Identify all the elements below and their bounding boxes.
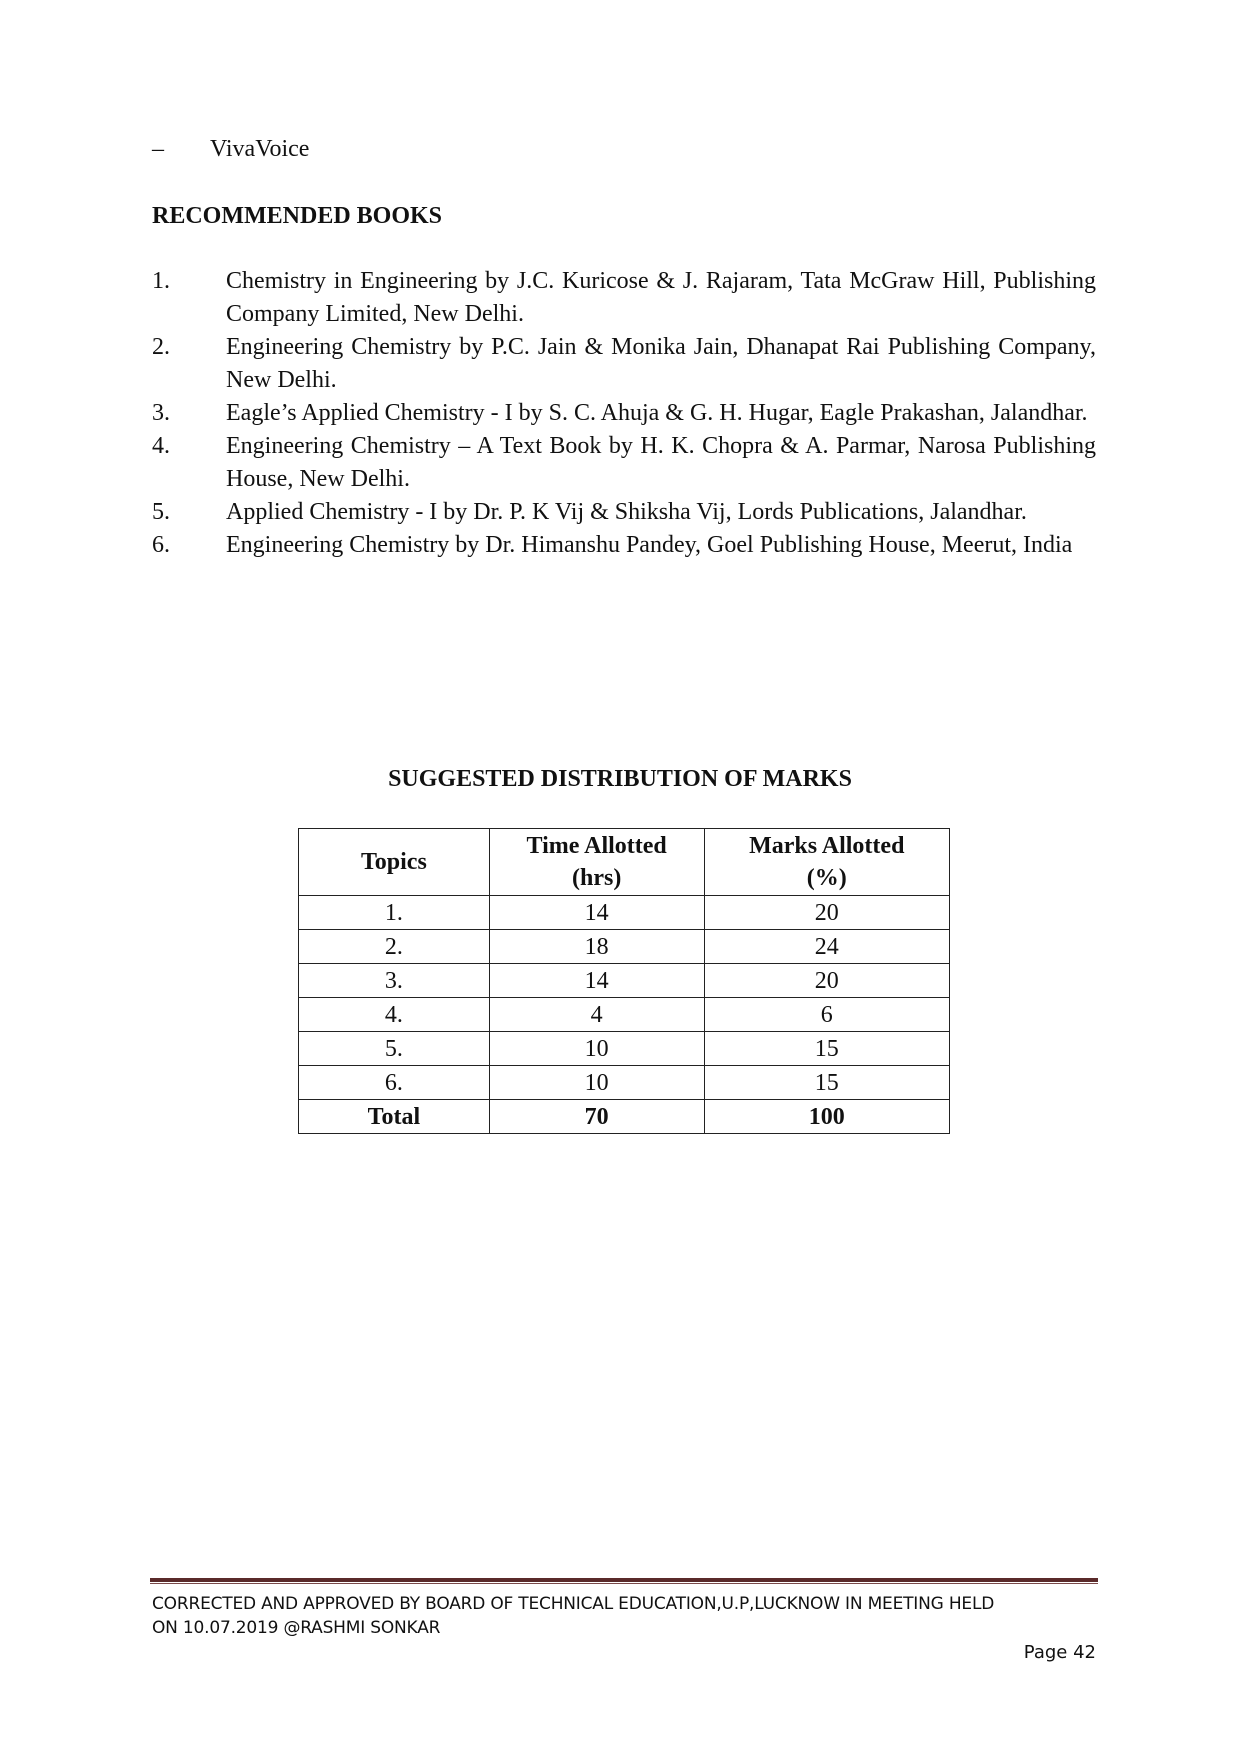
header-marks-line1: Marks Allotted [749, 833, 905, 859]
header-time-line2: (hrs) [572, 865, 622, 891]
marks-distribution-table [298, 828, 950, 1134]
table-row [299, 964, 950, 998]
book-text: Chemistry in Engineering by J.C. Kuricose & J. Rajaram, Tata McGraw Hill, Publishing Company Limited, New Delhi. [226, 268, 1096, 327]
book-text: Engineering Chemistry by Dr. Himanshu Pandey, Goel Publishing House, Meerut, India [226, 532, 1073, 558]
time-cell: 14 [489, 964, 704, 998]
table-row [299, 1032, 950, 1066]
book-item-4 [152, 430, 1096, 496]
book-number: 2. [152, 334, 170, 360]
book-item-2 [152, 331, 1096, 397]
time-cell: 10 [489, 1066, 704, 1100]
footer-approval-note [152, 1592, 1096, 1640]
total-marks-cell: 100 [704, 1100, 949, 1134]
time-cell: 18 [489, 930, 704, 964]
recommended-books-heading: RECOMMENDED BOOKS [152, 203, 443, 229]
page-number: Page 42 [1023, 1642, 1096, 1663]
book-number: 6. [152, 532, 170, 558]
time-cell: 14 [489, 896, 704, 930]
table-row [299, 930, 950, 964]
book-item-6 [152, 529, 1096, 562]
book-item-5 [152, 496, 1096, 529]
marks-cell: 15 [704, 1032, 949, 1066]
topic-cell: 4. [299, 998, 490, 1032]
book-number: 3. [152, 400, 170, 426]
header-topics: Topics [299, 829, 490, 896]
book-number: 4. [152, 433, 170, 459]
header-time-line1: Time Allotted [526, 833, 667, 859]
total-label-cell: Total [299, 1100, 490, 1134]
topic-cell: 2. [299, 930, 490, 964]
topic-cell: 1. [299, 896, 490, 930]
recommended-books-list [152, 265, 1096, 562]
marks-cell: 20 [704, 964, 949, 998]
book-text: Engineering Chemistry – A Text Book by H. K. Chopra & A. Parmar, Narosa Publishing House, New Delhi. [226, 433, 1096, 492]
book-text: Engineering Chemistry by P.C. Jain & Monika Jain, Dhanapat Rai Publishing Company, New Delhi. [226, 334, 1096, 393]
book-number: 1. [152, 268, 170, 294]
book-item-3 [152, 397, 1096, 430]
header-marks-allotted [704, 829, 949, 896]
footer-line-1: CORRECTED AND APPROVED BY BOARD OF TECHNICAL EDUCATION,U.P,LUCKNOW IN MEETING HELD [152, 1594, 995, 1614]
marks-cell: 15 [704, 1066, 949, 1100]
footer-divider [150, 1578, 1098, 1584]
table-header-row [299, 829, 950, 896]
table-row [299, 998, 950, 1032]
time-cell: 4 [489, 998, 704, 1032]
book-text: Applied Chemistry - I by Dr. P. K Vij & Shiksha Vij, Lords Publications, Jalandhar. [226, 499, 1027, 525]
distribution-title: SUGGESTED DISTRIBUTION OF MARKS [388, 766, 852, 792]
topic-cell: 3. [299, 964, 490, 998]
marks-cell: 24 [704, 930, 949, 964]
total-time-cell: 70 [489, 1100, 704, 1134]
viva-voice-text: VivaVoice [210, 136, 310, 162]
topic-cell: 6. [299, 1066, 490, 1100]
table-row [299, 896, 950, 930]
topic-cell: 5. [299, 1032, 490, 1066]
table-row [299, 1066, 950, 1100]
viva-voice-item [152, 133, 309, 165]
header-time-allotted [489, 829, 704, 896]
time-cell: 10 [489, 1032, 704, 1066]
header-marks-line2: (%) [806, 865, 847, 891]
dash-marker: – [152, 136, 164, 162]
marks-cell: 6 [704, 998, 949, 1032]
footer-line-2: ON 10.07.2019 @RASHMI SONKAR [152, 1618, 441, 1638]
marks-cell: 20 [704, 896, 949, 930]
book-item-1 [152, 265, 1096, 331]
book-number: 5. [152, 499, 170, 525]
book-text: Eagle’s Applied Chemistry - I by S. C. Ahuja & G. H. Hugar, Eagle Prakashan, Jalandhar. [226, 400, 1088, 426]
table-total-row [299, 1100, 950, 1134]
